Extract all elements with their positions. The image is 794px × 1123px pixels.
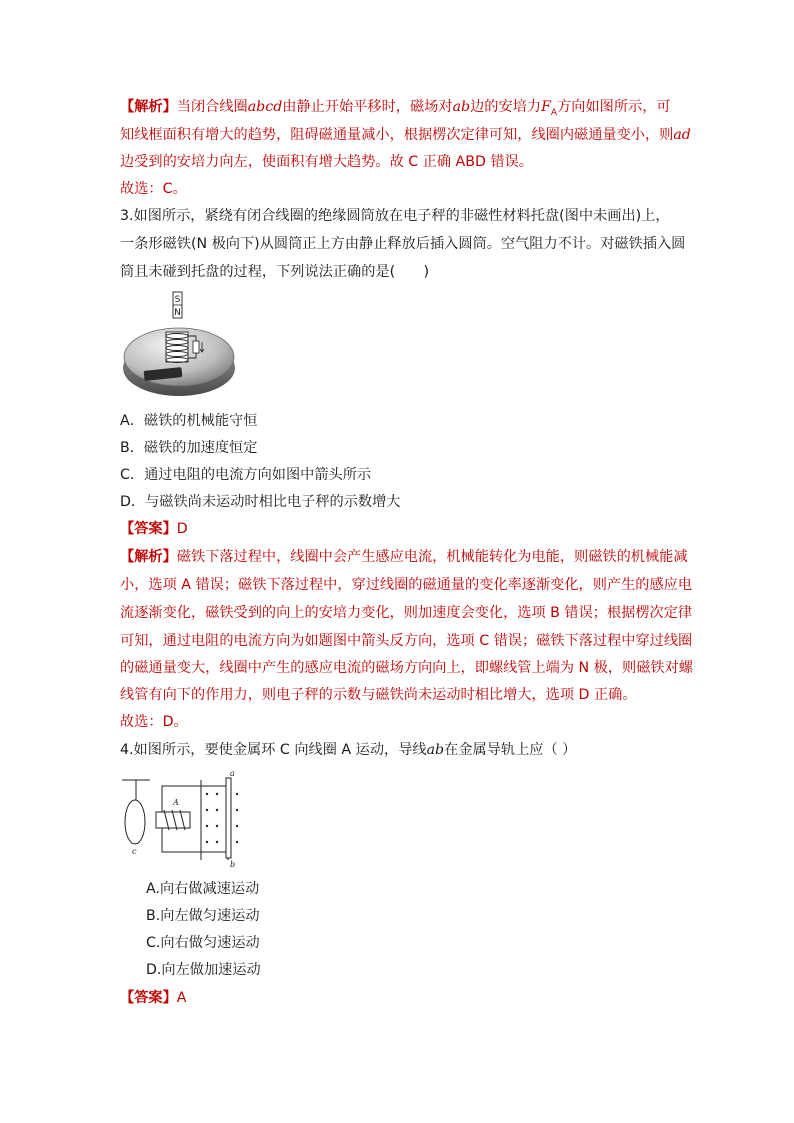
var-F: F <box>541 99 551 115</box>
q4-answer <box>120 988 680 1008</box>
answer-tag: 【答案】 <box>120 521 177 537</box>
answer-value: D <box>176 521 188 537</box>
q4-option-c: C.向右做匀速运动 <box>146 935 260 951</box>
q3-analysis-line-2: 小，选项 A 错误；磁铁下落过程中，穿过线圈的磁通量的变化率逐渐变化，则产生的感应电 <box>120 577 693 593</box>
label-c: c <box>132 847 137 856</box>
q2-conclusion: 故选：C。 <box>120 181 187 197</box>
q3-conclusion: 故选：D。 <box>120 714 188 730</box>
analysis-tag: 【解析】 <box>120 549 177 565</box>
text-run: 在金属导轨上应（ ） <box>444 742 577 758</box>
q4-option-b: B.向左做匀速运动 <box>146 908 260 924</box>
q4-stem <box>120 740 680 760</box>
text-run: 知线框面积有增大的趋势，阻碍磁通量减小，根据楞次定律可知，线圈内磁通量变小，则 <box>120 127 674 143</box>
q3-analysis-line-1 <box>120 547 688 567</box>
q3-option-b: B．磁铁的加速度恒定 <box>120 440 258 456</box>
label-b: b <box>230 860 236 868</box>
q3-stem-line-3: 筒且未碰到托盘的过程，下列说法正确的是( ) <box>120 264 430 280</box>
q2-analysis-line-2 <box>120 125 691 145</box>
q3-analysis-line-6: 线管有向下的作用力，则电子秤的示数与磁铁尚未运动时相比增大，选项 D 正确。 <box>120 687 637 703</box>
text-run: 4.如图所示，要使金属环 C 向线圈 A 运动，导线 <box>120 742 427 758</box>
label-a: a <box>230 769 235 778</box>
text-run: 方向如图所示，可 <box>557 99 671 115</box>
q3-analysis-line-3: 流逐渐变化，磁铁受到的向上的安培力变化，则加速度会变化，选项 B 错误；根据楞次定律 <box>120 605 693 621</box>
var-ab: ab <box>452 99 471 115</box>
metal-ring-c <box>125 800 145 844</box>
text-run: 边的安培力 <box>470 99 542 115</box>
magnet-n-label: N <box>174 308 181 318</box>
q3-analysis-line-4: 可知，通过电阻的电流方向为如题图中箭头反方向，选项 C 错误；磁铁下落过程中穿过线圈 <box>120 633 693 649</box>
var-F-sub: A <box>550 107 558 118</box>
text-run: 磁铁下落过程中，线圈中会产生感应电流，机械能转化为电能，则磁铁的机械能减 <box>176 549 688 565</box>
magnetic-field-dots <box>206 793 238 843</box>
resistor <box>193 341 199 353</box>
conductor-ab <box>226 778 231 858</box>
answer-tag: 【答案】 <box>120 990 177 1006</box>
q4-option-a: A.向右做减速运动 <box>146 881 260 897</box>
q3-stem-line-1: 3.如图所示，紧绕有闭合线圈的绝缘圆筒放在电子秤的非磁性材料托盘(图中未画出)上， <box>120 208 670 224</box>
var-abcd: abcd <box>247 99 283 115</box>
var-ab: ab <box>426 742 445 758</box>
q3-scale-figure <box>122 290 237 398</box>
q3-analysis-line-5: 的磁通量变大，线圈中产生的感应电流的磁场方向向上，即螺线管上端为 N 极，则磁铁对螺 <box>120 660 693 676</box>
label-A: A <box>173 798 179 807</box>
q2-analysis-line-3: 边受到的安培力向左，使面积有增大趋势。故 C 正确 ABD 错误。 <box>120 154 533 170</box>
var-ad: ad <box>673 127 691 143</box>
q3-option-a: A．磁铁的机械能守恒 <box>120 413 258 429</box>
text-run: 由静止开始平移时，磁场对 <box>282 99 453 115</box>
magnet-s-label: S <box>174 295 181 305</box>
coil-windings <box>164 810 185 830</box>
q2-analysis-line-1 <box>120 97 680 123</box>
q3-option-c: C．通过电阻的电流方向如图中箭头所示 <box>120 467 372 483</box>
q4-option-d: D.向左做加速运动 <box>146 962 261 978</box>
answer-value: A <box>176 990 187 1006</box>
q4-circuit-figure <box>118 768 248 868</box>
analysis-tag: 【解析】 <box>120 99 177 115</box>
text-run: 当闭合线圈 <box>176 99 248 115</box>
q3-option-d: D．与磁铁尚未运动时相比电子秤的示数增大 <box>120 494 401 510</box>
q3-stem-line-2: 一条形磁铁(N 极向下)从圆筒正上方由静止释放后插入圆筒。空气阻力不计。对磁铁插入圆 <box>120 236 686 252</box>
q3-answer <box>120 519 680 539</box>
